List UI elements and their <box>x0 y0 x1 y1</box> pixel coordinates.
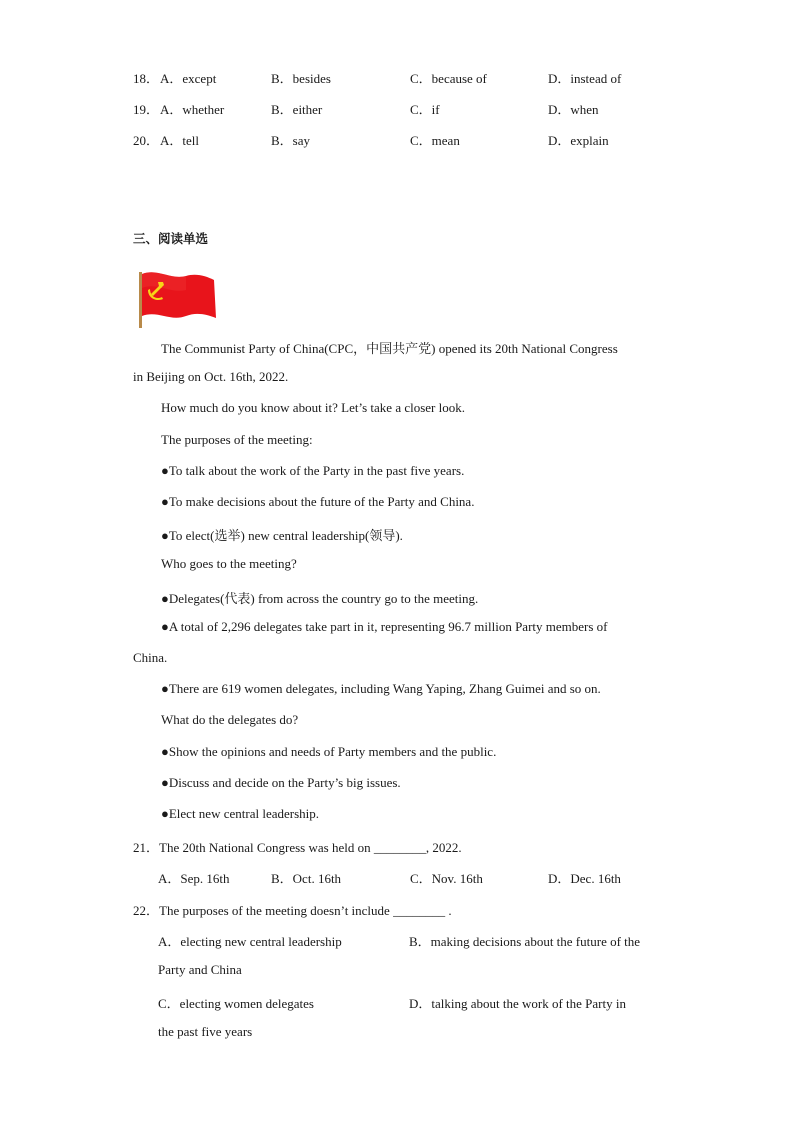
do-item: ●Show the opinions and needs of Party members and the public. <box>161 744 497 759</box>
option-c[interactable]: C．because of <box>410 71 487 86</box>
question-stem: 21．The 20th National Congress was held on ________, 2022. <box>133 840 462 855</box>
option-d[interactable]: D．explain <box>548 133 609 148</box>
option-d[interactable]: D．instead of <box>548 71 622 86</box>
purpose-item: ●To elect(选举) new central leadership(领导). <box>161 528 403 543</box>
option-c[interactable]: C．electing women delegates <box>158 996 314 1011</box>
purposes-heading: The purposes of the meeting: <box>161 432 313 447</box>
who-item-cont: China. <box>133 650 168 665</box>
option-c[interactable]: C．Nov. 16th <box>410 871 483 886</box>
do-item: ●Discuss and decide on the Party’s big issues. <box>161 775 401 790</box>
passage-intro-line2: in Beijing on Oct. 16th, 2022. <box>133 369 289 384</box>
purpose-item: ●To talk about the work of the Party in the past five years. <box>161 463 465 478</box>
option-b-cont[interactable]: Party and China <box>158 962 242 977</box>
option-b[interactable]: B．making decisions about the future of the <box>409 934 641 949</box>
option-b[interactable]: B．besides <box>271 71 331 86</box>
question-number: 19． <box>133 102 160 117</box>
option-b[interactable]: B．say <box>271 133 311 148</box>
question-number: 18． <box>133 71 160 86</box>
option-a[interactable]: A．tell <box>160 133 199 148</box>
do-item: ●Elect new central leadership. <box>161 806 319 821</box>
option-b[interactable]: B．either <box>271 102 323 117</box>
option-c[interactable]: C．if <box>410 102 440 117</box>
option-a[interactable]: A．Sep. 16th <box>158 871 230 886</box>
who-item: ●Delegates(代表) from across the country go to the meeting. <box>161 591 479 606</box>
option-a[interactable]: A．whether <box>160 102 225 117</box>
option-d[interactable]: D．talking about the work of the Party in <box>409 996 626 1011</box>
question-number: 20． <box>133 133 160 148</box>
who-item: ●There are 619 women delegates, including Wang Yaping, Zhang Guimei and so on. <box>161 681 601 696</box>
option-d[interactable]: D．Dec. 16th <box>548 871 621 886</box>
purpose-item: ●To make decisions about the future of the Party and China. <box>161 494 475 509</box>
option-c[interactable]: C．mean <box>410 133 460 148</box>
option-d-cont[interactable]: the past five years <box>158 1024 253 1039</box>
option-b[interactable]: B．Oct. 16th <box>271 871 342 886</box>
who-heading: Who goes to the meeting? <box>161 556 297 571</box>
option-d[interactable]: D．when <box>548 102 599 117</box>
option-a[interactable]: A．except <box>160 71 217 86</box>
cpc-flag-icon <box>136 270 216 328</box>
passage-intro-line1: The Communist Party of China(CPC，中国共产党) opened its 20th National Congress <box>161 341 618 356</box>
passage-how-much: How much do you know about it? Let’s take a closer look. <box>161 400 465 415</box>
do-heading: What do the delegates do? <box>161 712 299 727</box>
question-stem: 22．The purposes of the meeting doesn’t include ________ . <box>133 903 452 918</box>
who-item: ●A total of 2,296 delegates take part in it, representing 96.7 million Party members of <box>161 619 608 634</box>
section-title: 三、阅读单选 <box>133 231 209 246</box>
option-a[interactable]: A．electing new central leadership <box>158 934 342 949</box>
